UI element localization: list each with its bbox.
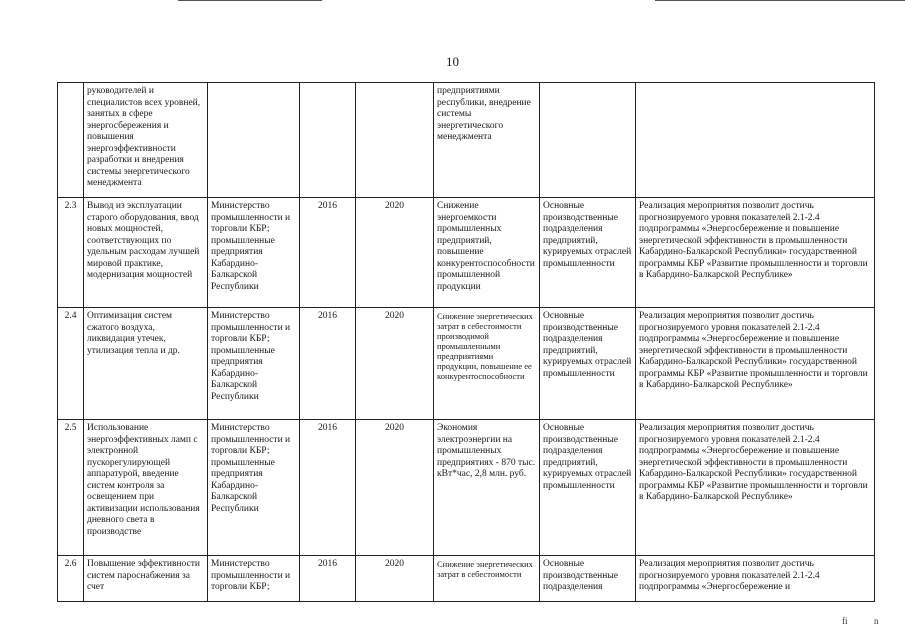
- measures-table: [57, 82, 875, 602]
- end-year-cell: 2020: [356, 556, 434, 602]
- measure-cell: Использование энергоэффективных ламп с электронной пускорегулирующей аппаратурой, введение систем контроля за освещением при активизации использования дневного света в производстве: [84, 420, 208, 556]
- result-cell: Снижение энергетических затрат в себестоимости производимой промышленными предприятиями продукции, повышение ее конкурентоспособности: [434, 308, 540, 420]
- start-year-cell: 2016: [300, 198, 356, 308]
- start-year-cell: 2016: [300, 420, 356, 556]
- measure-cell: руководителей и специалистов всех уровней, занятых в сфере энергосбережения и повышения энергоэффективности разработки и внедрения системы энергетического менеджмента: [84, 83, 208, 198]
- relation-cell: Реализация мероприятия позволит достичь прогнозируемого уровня показателей 2.1-2.4 подпрограммы «Энергосбережение и повышение энергетической эффективности в промышленности Кабардино-Балкарской Республики» государственной программы КБР «Развитие промышленности и торговли в Кабардино-Балкарской Республике»: [636, 308, 875, 420]
- result-cell: Экономия электроэнергии на промышленных предприятиях - 870 тыс. кВт*час, 2,8 млн. руб.: [434, 420, 540, 556]
- relation-cell: Реализация мероприятия позволит достичь прогнозируемого уровня показателей 2.1-2.4 подпрограммы «Энергосбережение и: [636, 556, 875, 602]
- direction-cell: Основные производственные подразделения предприятий, курируемых отраслей промышленности: [540, 198, 636, 308]
- measure-cell: Вывод из эксплуатации старого оборудования, ввод новых мощностей, соответствующих по удельным расходам лучшей мировой практике, модернизация мощностей: [84, 198, 208, 308]
- footer-mark-left: fi: [842, 616, 848, 626]
- measure-cell: Оптимизация систем сжатого воздуха, ликвидация утечек, утилизация тепла и др.: [84, 308, 208, 420]
- result-cell: Снижение энергоемкости промышленных предприятий, повышение конкурентоспособности промышленной продукции: [434, 198, 540, 308]
- page-number: 10: [446, 54, 459, 69]
- executor-cell: Министерство промышленности и торговли КБР; промышленные предприятия Кабардино-Балкарской Республики: [208, 198, 300, 308]
- footer-mark-right: n: [874, 616, 879, 626]
- end-year-cell: [356, 83, 434, 198]
- row-number: 2.3: [58, 198, 84, 308]
- start-year-cell: 2016: [300, 556, 356, 602]
- executor-cell: Министерство промышленности и торговли КБР;: [208, 556, 300, 602]
- row-number: 2.5: [58, 420, 84, 556]
- table-row: [58, 198, 875, 308]
- end-year-cell: 2020: [356, 198, 434, 308]
- top-rule-left: [178, 0, 322, 1]
- measure-cell: Повышение эффективности систем пароснабжения за счет: [84, 556, 208, 602]
- table-row: [58, 556, 875, 602]
- result-cell: Снижение энергетических затрат в себестоимости: [434, 556, 540, 602]
- executor-cell: Министерство промышленности и торговли КБР; промышленные предприятия Кабардино-Балкарской Республики: [208, 308, 300, 420]
- relation-cell: Реализация мероприятия позволит достичь прогнозируемого уровня показателей 2.1-2.4 подпрограммы «Энергосбережение и повышение энергетической эффективности в промышленности Кабардино-Балкарской Республики» государственной программы КБР «Развитие промышленности и торговли в Кабардино-Балкарской Республике»: [636, 198, 875, 308]
- direction-cell: Основные производственные подразделения предприятий, курируемых отраслей промышленности: [540, 308, 636, 420]
- result-cell: предприятиями республики, внедрение системы энергетического менеджмента: [434, 83, 540, 198]
- end-year-cell: 2020: [356, 420, 434, 556]
- top-rule-right: [655, 0, 905, 1]
- end-year-cell: 2020: [356, 308, 434, 420]
- row-number: [58, 83, 84, 198]
- direction-cell: Основные производственные подразделения: [540, 556, 636, 602]
- table-row: [58, 83, 875, 198]
- relation-cell: [636, 83, 875, 198]
- relation-cell: Реализация мероприятия позволит достичь прогнозируемого уровня показателей 2.1-2.4 подпрограммы «Энергосбережение и повышение энергетической эффективности в промышленности Кабардино-Балкарской Республики» государственной программы КБР «Развитие промышленности и торговли в Кабардино-Балкарской Республике»: [636, 420, 875, 556]
- executor-cell: Министерство промышленности и торговли КБР; промышленные предприятия Кабардино-Балкарской Республики: [208, 420, 300, 556]
- start-year-cell: 2016: [300, 308, 356, 420]
- table-row: [58, 308, 875, 420]
- start-year-cell: [300, 83, 356, 198]
- row-number: 2.6: [58, 556, 84, 602]
- row-number: 2.4: [58, 308, 84, 420]
- direction-cell: [540, 83, 636, 198]
- executor-cell: [208, 83, 300, 198]
- table-row: [58, 420, 875, 556]
- direction-cell: Основные производственные подразделения предприятий, курируемых отраслей промышленности: [540, 420, 636, 556]
